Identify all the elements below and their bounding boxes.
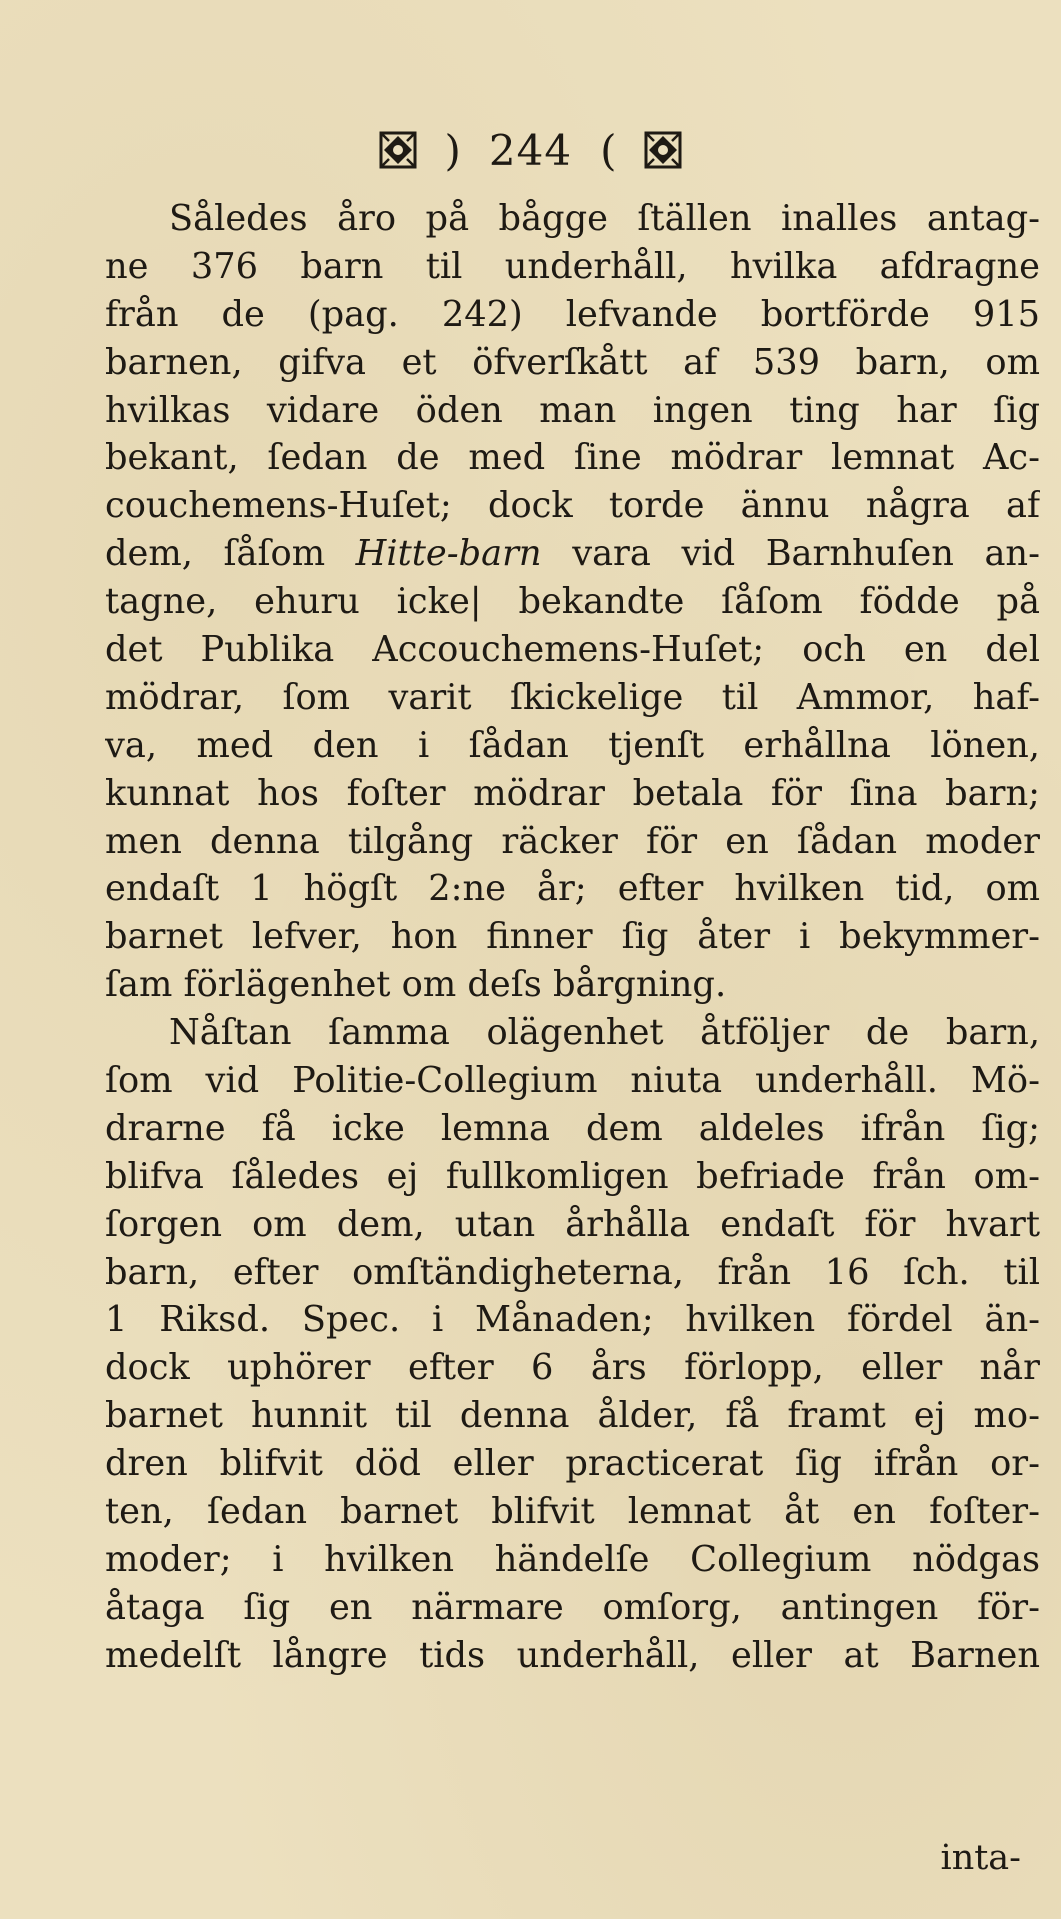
text-line: hvilkas vidare öden man ingen ting har ſig bbox=[105, 389, 1040, 431]
text-line: Således åro på bågge ſtällen inalles antag- bbox=[169, 198, 1040, 239]
text-line: tagne, ehuru icke| bekandte ſåſom födde på bbox=[105, 581, 1040, 623]
text-line: barnen, gifva et öfverſkått af 539 barn, om bbox=[105, 341, 1040, 383]
text-line: ſom vid Politie-Collegium niuta underhåll. Mö- bbox=[105, 1060, 1040, 1102]
text-line: dren blifvit död eller practicerat ſig ifrån or- bbox=[105, 1443, 1040, 1485]
text-line: couchemens-Huſet; dock torde ännu några af bbox=[105, 485, 1040, 527]
text-fragment: vara vid Barnhuſen an- bbox=[541, 533, 1040, 575]
text-line: Nåſtan ſamma olägenhet åtföljer de barn, bbox=[169, 1012, 1040, 1054]
header-right-paren: ( bbox=[600, 125, 617, 175]
text-line: ſorgen om dem, utan århålla endaſt för hvart bbox=[105, 1203, 1040, 1245]
body-text bbox=[105, 195, 1040, 1680]
text-fragment: dem, ſåſom bbox=[105, 533, 356, 575]
text-line: dock uphörer efter 6 års förlopp, eller når bbox=[105, 1347, 1040, 1389]
text-line: moder; i hvilken händelſe Collegium nödgas bbox=[105, 1538, 1040, 1580]
text-line: från de (pag. 242) lefvande bortförde 915 bbox=[105, 293, 1040, 335]
page-number: 244 bbox=[488, 125, 573, 175]
text-line: men denna tilgång räcker för en ſådan moder bbox=[105, 820, 1040, 862]
text-line: kunnat hos foſter mödrar betala för ſina barn; bbox=[105, 772, 1040, 814]
text-line: medelſt långre tids underhåll, eller at Barnen bbox=[105, 1634, 1040, 1676]
text-line: ten, ſedan barnet blifvit lemnat åt en foſter- bbox=[105, 1491, 1040, 1533]
page-header bbox=[0, 120, 1061, 180]
catchword: inta- bbox=[940, 1838, 1021, 1878]
text-line: mödrar, ſom varit ſkickelige til Ammor, haf- bbox=[105, 676, 1040, 718]
text-line: bekant, ſedan de med ſine mödrar lemnat Ac- bbox=[105, 437, 1040, 479]
text-line: blifva ſåledes ej fullkomligen befriade från om- bbox=[105, 1155, 1040, 1197]
text-line: ſam förlägenhet om deſs bårgning. bbox=[105, 964, 727, 1006]
text-line: barnet lefver, hon finner ſig åter i bekymmer- bbox=[105, 916, 1040, 958]
text-line: åtaga ſig en närmare omſorg, antingen för- bbox=[105, 1586, 1040, 1628]
text-line: ne 376 barn til underhåll, hvilka afdragne bbox=[105, 245, 1040, 287]
text-line: barnet hunnit til denna ålder, få framt ej mo- bbox=[105, 1395, 1040, 1437]
italic-term: Hitte-barn bbox=[355, 533, 542, 575]
text-line: drarne få icke lemna dem aldeles ifrån ſig; bbox=[105, 1107, 1040, 1149]
decorative-ornament-icon bbox=[379, 131, 417, 169]
header-left-paren: ) bbox=[444, 125, 461, 175]
text-line: 1 Riksd. Spec. i Månaden; hvilken fördel än- bbox=[105, 1299, 1040, 1341]
decorative-ornament-icon bbox=[644, 131, 682, 169]
text-line: det Publika Accouchemens-Huſet; och en del bbox=[105, 629, 1040, 671]
text-line bbox=[105, 530, 1040, 578]
text-line: endaſt 1 högſt 2:ne år; efter hvilken tid, om bbox=[105, 868, 1040, 910]
text-line: barn, efter omſtändigheterna, från 16 ſch. til bbox=[105, 1251, 1040, 1293]
text-line: va, med den i ſådan tjenſt erhållna lönen, bbox=[105, 724, 1040, 766]
